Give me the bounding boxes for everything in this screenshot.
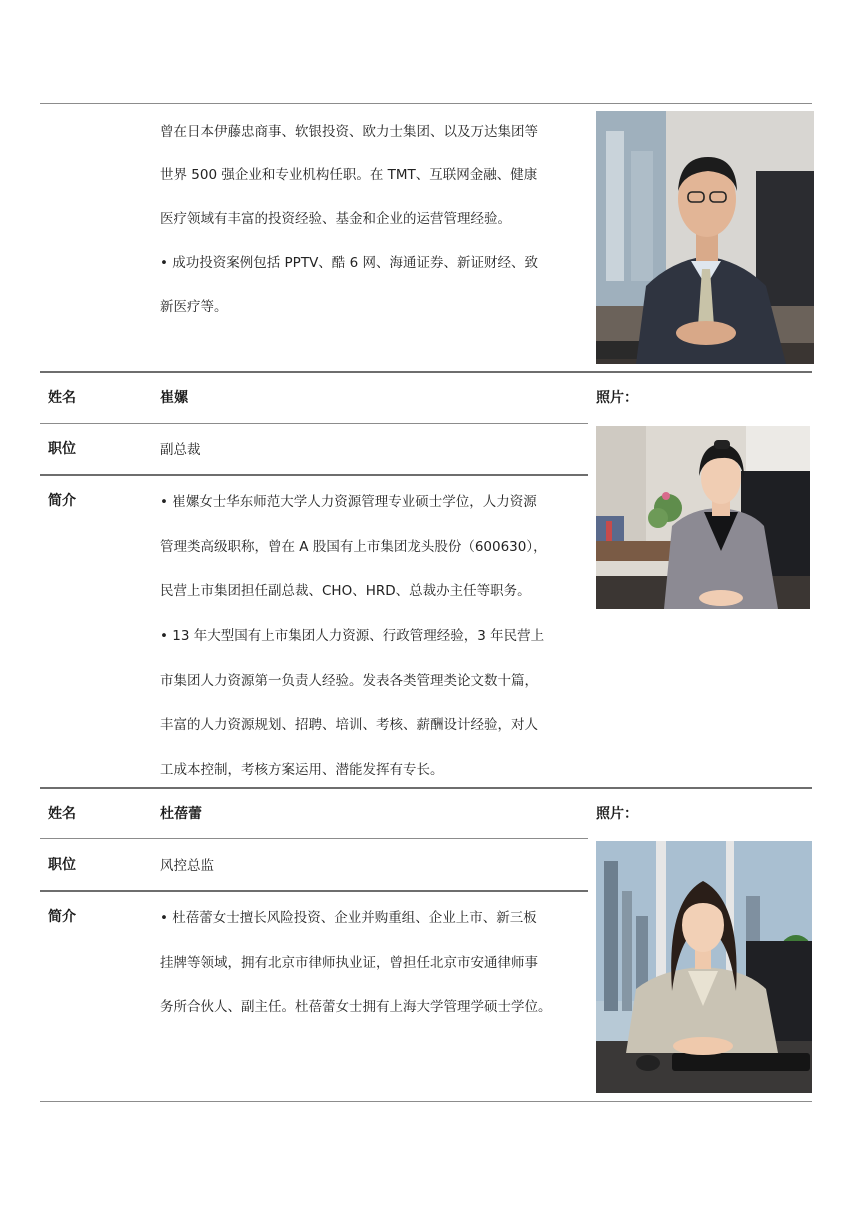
top-rule <box>40 103 812 104</box>
row-divider <box>40 423 588 424</box>
photo-label: 照片： <box>596 390 638 406</box>
person1-photo <box>596 111 814 364</box>
intro-line: 医疗领域有丰富的投资经验、基金和企业的运营管理经验。 <box>160 211 511 227</box>
person2-photo <box>596 426 810 609</box>
row-divider <box>40 890 588 892</box>
section-divider <box>40 371 812 373</box>
row-divider <box>40 838 588 839</box>
person3-intro-line: • 杜蓓蕾女士擅长风险投资、企业并购重组、企业上市、新三板 <box>160 910 537 926</box>
person2-position: 副总裁 <box>160 442 201 458</box>
person2-intro-line: 丰富的人力资源规划、招聘、培训、考核、薪酬设计经验，对人 <box>160 717 538 733</box>
person3-name: 杜蓓蕾 <box>160 806 202 822</box>
person2-intro-line: 工成本控制，考核方案运用、潜能发挥有专长。 <box>160 762 444 778</box>
person2-intro-line: 管理类高级职称，曾在 A 股国有上市集团龙头股份（600630）， <box>160 539 547 555</box>
person2-intro-line: 市集团人力资源第一负责人经验。发表各类管理类论文数十篇， <box>160 673 538 689</box>
person3-photo <box>596 841 812 1093</box>
section-divider <box>40 787 812 789</box>
intro-line: 新医疗等。 <box>160 299 228 315</box>
person2-intro-line: • 13 年大型国有上市集团人力资源、行政管理经验，3 年民营上 <box>160 628 545 644</box>
person2-name: 崔嫘 <box>160 390 188 406</box>
name-label: 姓名 <box>48 806 76 822</box>
intro-label: 简介 <box>48 493 76 509</box>
position-label: 职位 <box>48 857 76 873</box>
intro-line: • 成功投资案例包括 PPTV、酷 6 网、海通证券、新证财经、致 <box>160 255 538 271</box>
position-label: 职位 <box>48 441 76 457</box>
row-divider <box>40 474 588 476</box>
name-label: 姓名 <box>48 390 76 406</box>
person3-intro-line: 挂牌等领域，拥有北京市律师执业证，曾担任北京市安通律师事 <box>160 955 538 971</box>
intro-line: 世界 500 强企业和专业机构任职。在 TMT、互联网金融、健康 <box>160 167 538 183</box>
person2-intro-line: • 崔嫘女士华东师范大学人力资源管理专业硕士学位，人力资源 <box>160 494 537 510</box>
person3-position: 风控总监 <box>160 858 214 874</box>
photo-label: 照片： <box>596 806 638 822</box>
intro-label: 简介 <box>48 909 76 925</box>
intro-line: 曾在日本伊藤忠商事、软银投资、欧力士集团、以及万达集团等 <box>160 124 538 140</box>
bottom-rule <box>40 1101 812 1102</box>
person3-intro-line: 务所合伙人、副主任。杜蓓蕾女士拥有上海大学管理学硕士学位。 <box>160 999 552 1015</box>
person2-intro-line: 民营上市集团担任副总裁、CHO、HRD、总裁办主任等职务。 <box>160 583 531 599</box>
